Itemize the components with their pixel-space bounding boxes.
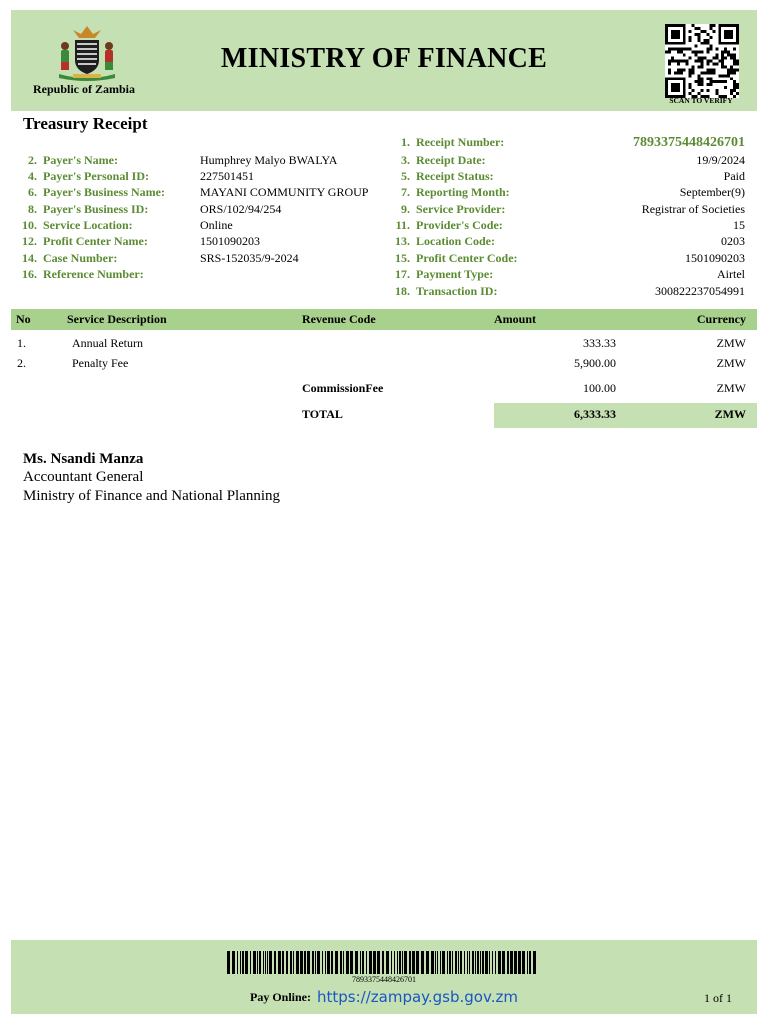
ministry-title: MINISTRY OF FINANCE: [220, 43, 548, 74]
column-header-no: No: [16, 312, 31, 326]
provider-code-value: 15: [733, 218, 745, 232]
field-number: 17.: [395, 267, 410, 281]
service-location-label: Service Location:: [43, 218, 133, 232]
reporting-month-label: Reporting Month:: [416, 185, 510, 199]
commission-label: CommissionFee: [302, 381, 384, 395]
total-amount: 6,333.33: [574, 407, 616, 421]
payer-name-value: Humphrey Malyo BWALYA: [200, 153, 338, 167]
location-code-value: 0203: [721, 234, 745, 248]
service-provider-value: Registrar of Societies: [641, 202, 745, 216]
payer-business-id-label: Payer's Business ID:: [43, 202, 149, 216]
commission-amount: 100.00: [583, 381, 616, 395]
service-provider-label: Service Provider:: [416, 202, 506, 216]
field-number: 16.: [22, 267, 37, 281]
field-number: 11.: [395, 218, 410, 232]
signatory-role: Accountant General: [23, 469, 144, 485]
qr-code-icon: [665, 24, 739, 98]
profit-center-code-label: Profit Center Code:: [416, 251, 518, 265]
barcode-icon: [227, 951, 539, 974]
field-number: 14.: [22, 251, 37, 265]
row-amount: 333.33: [583, 336, 616, 350]
field-number: 12.: [22, 234, 37, 248]
receipt-status-label: Receipt Status:: [416, 169, 494, 183]
page-indicator: 1 of 1: [704, 991, 732, 1005]
field-number: 5.: [401, 169, 410, 183]
field-number: 9.: [401, 202, 410, 216]
case-number-label: Case Number:: [43, 251, 118, 265]
receipt-title: Treasury Receipt: [23, 114, 148, 133]
field-number: 3.: [401, 153, 410, 167]
service-location-value: Online: [200, 218, 233, 232]
field-number: 15.: [395, 251, 410, 265]
payment-type-label: Payment Type:: [416, 267, 494, 281]
barcode-number: 7893375448426701: [352, 975, 416, 984]
payer-personal-id-value: 227501451: [200, 169, 254, 183]
payer-personal-id-label: Payer's Personal ID:: [43, 169, 149, 183]
signatory-organization: Ministry of Finance and National Planning: [23, 488, 281, 504]
row-currency: ZMW: [716, 336, 746, 350]
profit-center-name-value: 1501090203: [200, 234, 260, 248]
profit-center-name-label: Profit Center Name:: [43, 234, 148, 248]
row-description: Penalty Fee: [72, 356, 129, 370]
location-code-label: Location Code:: [416, 234, 495, 248]
scan-to-verify-label: SCAN TO VERIFY: [669, 96, 733, 105]
field-number: 2.: [28, 153, 37, 167]
field-number: 8.: [28, 202, 37, 216]
row-number: 1.: [17, 336, 26, 350]
receipt-number-value: 7893375448426701: [633, 135, 745, 150]
receipt-date-label: Receipt Date:: [416, 153, 486, 167]
total-label: TOTAL: [302, 407, 343, 421]
pay-online-label: Pay Online:: [250, 990, 312, 1004]
row-amount: 5,900.00: [574, 356, 616, 370]
payer-business-id-value: ORS/102/94/254: [200, 202, 282, 216]
field-number: 13.: [395, 234, 410, 248]
column-header-currency: Currency: [696, 312, 746, 326]
total-currency: ZMW: [714, 407, 746, 421]
receipt-status-value: Paid: [723, 169, 745, 183]
signatory-name: Ms. Nsandi Manza: [23, 451, 144, 467]
field-number: 18.: [395, 284, 410, 298]
payment-type-value: Airtel: [717, 267, 745, 281]
reporting-month-value: September(9): [679, 185, 745, 199]
provider-code-label: Provider's Code:: [416, 218, 503, 232]
field-number: 10.: [22, 218, 37, 232]
column-header-description: Service Description: [67, 312, 167, 326]
transaction-id-label: Transaction ID:: [416, 284, 498, 298]
row-number: 2.: [17, 356, 26, 370]
payer-business-name-label: Payer's Business Name:: [43, 185, 165, 199]
row-currency: ZMW: [716, 356, 746, 370]
receipt-number-label: Receipt Number:: [416, 135, 505, 149]
case-number-value: SRS-152035/9-2024: [200, 251, 299, 265]
field-number: 6.: [28, 185, 37, 199]
footer-banner: [11, 940, 757, 1014]
profit-center-code-value: 1501090203: [685, 251, 745, 265]
pay-online-link[interactable]: https://zampay.gsb.gov.zm: [317, 988, 518, 1006]
row-description: Annual Return: [72, 336, 143, 350]
payer-business-name-value: MAYANI COMMUNITY GROUP: [200, 185, 369, 199]
field-number: 4.: [28, 169, 37, 183]
transaction-id-value: 300822237054991: [655, 284, 745, 298]
reference-number-label: Reference Number:: [43, 267, 144, 281]
column-header-revenue-code: Revenue Code: [302, 312, 376, 326]
column-header-amount: Amount: [494, 312, 537, 326]
republic-label: Republic of Zambia: [32, 82, 135, 96]
field-number: 1.: [401, 135, 410, 149]
payer-name-label: Payer's Name:: [43, 153, 118, 167]
receipt-date-value: 19/9/2024: [696, 153, 745, 167]
field-number: 7.: [401, 185, 410, 199]
commission-currency: ZMW: [716, 381, 746, 395]
header-banner: [11, 10, 757, 111]
